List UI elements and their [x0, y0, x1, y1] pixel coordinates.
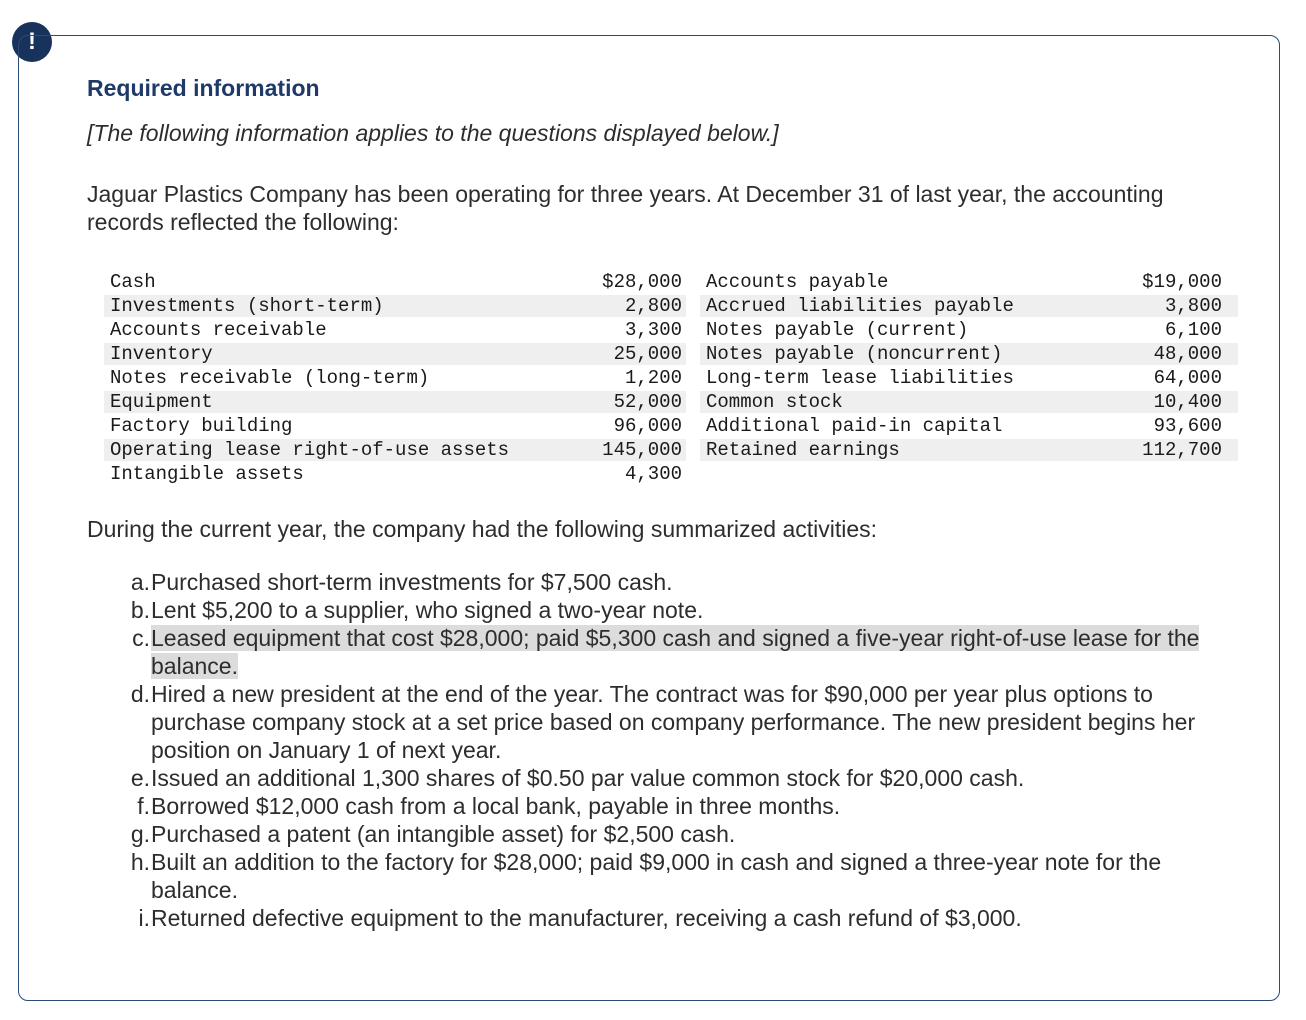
list-item — [120, 596, 1200, 624]
table-row — [104, 366, 1238, 390]
table-row — [104, 414, 1238, 438]
required-info-heading: Required information — [87, 75, 320, 101]
table-row — [104, 438, 1238, 462]
activity-text: Issued an additional 1,300 shares of $0.50 par value common stock for $20,000 cash. — [151, 765, 1025, 791]
activity-text: Borrowed $12,000 cash from a local bank, payable in three months. — [151, 793, 841, 819]
activity-letter: e. — [130, 765, 150, 791]
activity-text: Returned defective equipment to the manufacturer, receiving a cash refund of $3,000. — [151, 905, 1022, 931]
list-item — [120, 820, 1200, 848]
left-account-value: 2,800 — [624, 295, 682, 317]
list-item — [120, 848, 1200, 904]
activity-text-highlighted — [150, 624, 1200, 680]
right-account-value: 6,100 — [1164, 319, 1222, 341]
right-account-label: Notes payable (noncurrent) — [706, 343, 1003, 365]
list-item — [120, 792, 1200, 820]
list-item — [120, 904, 1200, 932]
list-item — [120, 568, 1200, 596]
right-account-label: Retained earnings — [706, 439, 900, 461]
right-account-value: 93,600 — [1153, 415, 1222, 437]
activity-letter: b. — [130, 597, 150, 623]
left-account-label: Factory building — [110, 415, 293, 437]
activity-letter: d. — [130, 681, 150, 707]
right-account-label: Accounts payable — [706, 271, 889, 293]
left-account-value: 4,300 — [624, 463, 682, 485]
right-account-value: $19,000 — [1142, 271, 1222, 293]
activity-letter: c. — [132, 625, 150, 651]
table-row — [104, 462, 1238, 486]
activity-letter: a. — [130, 569, 150, 595]
left-account-value: 25,000 — [613, 343, 682, 365]
activity-letter: g. — [130, 821, 150, 847]
right-account-value: 112,700 — [1142, 439, 1222, 461]
exclamation-icon: ! — [12, 22, 52, 62]
highlighted-text: Leased equipment that cost $28,000; paid $5,300 cash and signed a five-year right-of-use lease for the balance. — [151, 625, 1200, 679]
left-account-label: Investments (short-term) — [110, 295, 384, 317]
left-account-label: Operating lease right-of-use assets — [110, 439, 510, 461]
right-account-label: Accrued liabilities payable — [706, 295, 1014, 317]
activity-letter: i. — [138, 905, 150, 931]
list-item — [120, 624, 1200, 680]
activity-text: Purchased a patent (an intangible asset) for $2,500 cash. — [151, 821, 736, 847]
right-account-label: Additional paid-in capital — [706, 415, 1003, 437]
left-account-label: Cash — [110, 271, 156, 293]
list-item — [120, 764, 1200, 792]
activity-letter: f. — [137, 793, 150, 819]
left-account-value: 96,000 — [613, 415, 682, 437]
left-account-label: Intangible assets — [110, 463, 304, 485]
activities-intro: During the current year, the company had the following summarized activities: — [87, 516, 878, 542]
list-item — [120, 680, 1200, 764]
table-row — [104, 390, 1238, 414]
activities-list — [120, 568, 1200, 932]
activity-text: Lent $5,200 to a supplier, who signed a two-year note. — [151, 597, 704, 623]
left-account-value: $28,000 — [602, 271, 682, 293]
right-account-label: Long-term lease liabilities — [706, 367, 1014, 389]
right-account-label: Common stock — [706, 391, 843, 413]
left-account-value: 52,000 — [613, 391, 682, 413]
right-account-value: 64,000 — [1153, 367, 1222, 389]
right-account-value: 10,400 — [1153, 391, 1222, 413]
right-account-value: 3,800 — [1164, 295, 1222, 317]
right-account-value: 48,000 — [1153, 343, 1222, 365]
account-balances-table — [104, 270, 1238, 486]
table-row — [104, 318, 1238, 342]
activity-text: Purchased short-term investments for $7,500 cash. — [151, 569, 673, 595]
left-account-value: 3,300 — [624, 319, 682, 341]
activity-text: Built an addition to the factory for $28,000; paid $9,000 in cash and signed a three-year note for the balance. — [151, 849, 1162, 903]
table-row — [104, 294, 1238, 318]
left-account-label: Inventory — [110, 343, 213, 365]
left-account-label: Accounts receivable — [110, 319, 327, 341]
right-account-label: Notes payable (current) — [706, 319, 969, 341]
info-note: [The following information applies to the questions displayed below.] — [87, 120, 779, 146]
table-row — [104, 342, 1238, 366]
left-account-label: Equipment — [110, 391, 213, 413]
left-account-label: Notes receivable (long-term) — [110, 367, 430, 389]
table-row — [104, 270, 1238, 294]
intro-paragraph: Jaguar Plastics Company has been operating for three years. At December 31 of last year, the accounting records reflected the following: — [87, 181, 1164, 235]
activity-letter: h. — [130, 849, 150, 875]
left-account-value: 145,000 — [602, 439, 682, 461]
activity-text: Hired a new president at the end of the year. The contract was for $90,000 per year plus options to purchase company stock at a set price based on company performance. The new president begins her position on January 1 of next year. — [151, 681, 1196, 763]
left-account-value: 1,200 — [624, 367, 682, 389]
